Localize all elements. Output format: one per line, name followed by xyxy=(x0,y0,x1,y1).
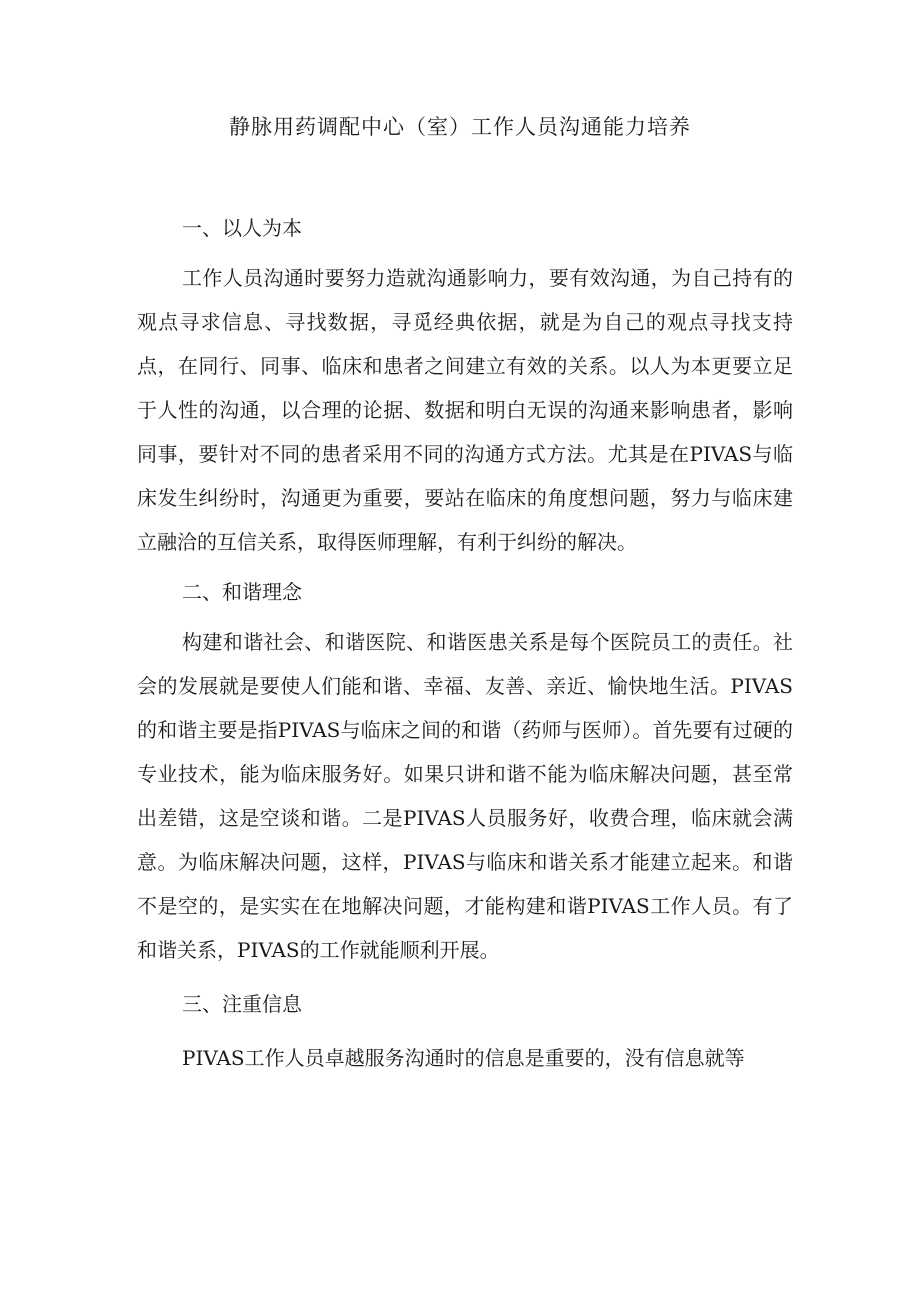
section-heading-3: 三、注重信息 xyxy=(182,992,302,1016)
section-paragraph-2: 构建和谐社会、和谐医院、和谐医患关系是每个医院员工的责任。社会的发展就是要使人们能和谐、幸福、友善、亲近、愉快地生活。PIVAS的和谐主要是指PIVAS与临床之间的和谐（药师与医师）。首先要有过硬的专业技术，能为临床服务好。如果只讲和谐不能为临床解决问题，甚至常出差错，这是空谈和谐。二是PIVAS人员服务好，收费合理，临床就会满意。为临床解决问题，这样，PIVAS与临床和谐关系才能建立起来。和谐不是空的，是实实在在地解决问题，才能构建和谐PIVAS工作人员。有了和谐关系，PIVAS的工作就能顺利开展。 xyxy=(137,630,793,962)
document-body xyxy=(137,206,793,1080)
section-paragraph-1: 工作人员沟通时要努力造就沟通影响力，要有效沟通，为自己持有的观点寻求信息、寻找数据，寻觅经典依据，就是为自己的观点寻找支持点，在同行、同事、临床和患者之间建立有效的关系。以人为本更要立足于人性的沟通，以合理的论据、数据和明白无误的沟通来影响患者，影响同事，要针对不同的患者采用不同的沟通方式方法。尤其是在PIVAS与临床发生纠纷时，沟通更为重要，要站在临床的角度想问题，努力与临床建立融洽的互信关系，取得医师理解，有利于纠纷的解决。 xyxy=(137,266,793,554)
section-heading-1: 一、以人为本 xyxy=(182,216,302,240)
section-heading-2: 二、和谐理念 xyxy=(182,580,302,604)
document-title: 静脉用药调配中心（室）工作人员沟通能力培养 xyxy=(229,115,691,139)
section-paragraph-3: PIVAS工作人员卓越服务沟通时的信息是重要的，没有信息就等 xyxy=(182,1046,745,1070)
